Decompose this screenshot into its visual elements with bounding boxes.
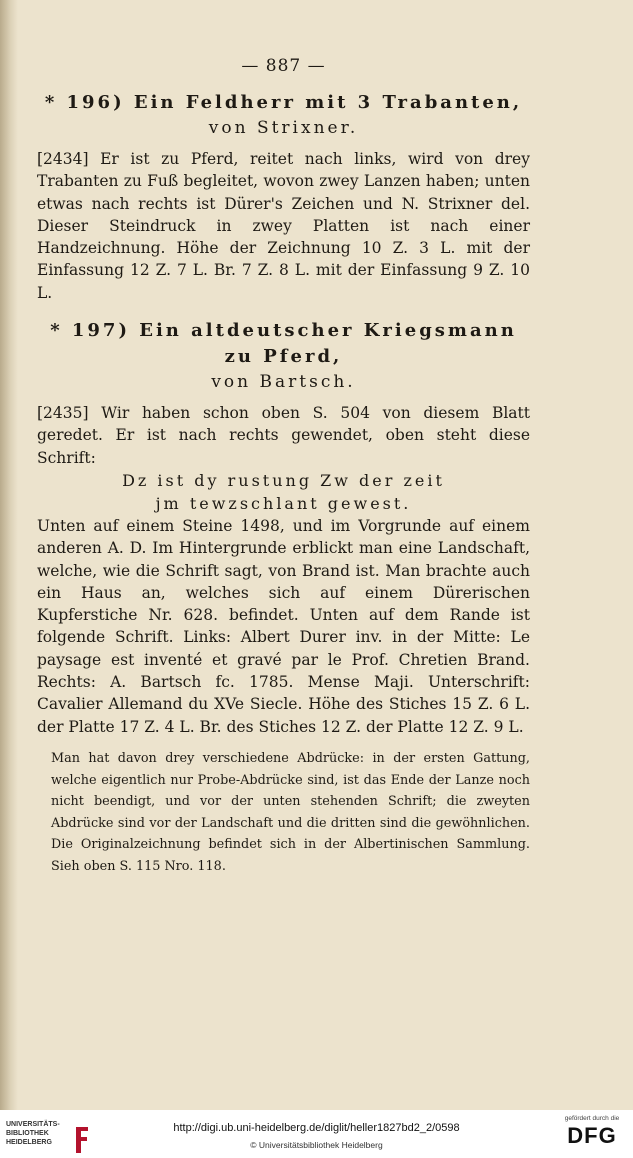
copyright-notice: © Universitätsbibliothek Heidelberg [250,1140,383,1150]
page-content [37,56,530,878]
permalink-url[interactable]: http://digi.ub.uni-heidelberg.de/diglit/heller1827bd2_2/0598 [173,1122,460,1134]
digitization-footer [0,1110,633,1158]
entry-197-text: Unten auf einem Steine 1498, und im Vorgrunde auf einem anderen A. D. Im Hintergrunde erblickt man eine Landschaft, welche, wie die Schrift sagt, von Brand ist. Man brachte auch ein Haus an, welches sich auf einem Dürerischen Kupferstiche Nr. 628. befindet. Unten auf dem Rande ist folgende Schrift. Links: Albert Durer inv. in der Mitte: Le paysage est inventé et gravé par le Prof. Chretien Brand. Rechts: A. Bartsch fc. 1785. Mense Maji. Unterschrift: Cavalier Allemand du XVe Siecle. Höhe des Stiches 15 Z. 6 L. der Platte 17 Z. 4 L. Br. des Stiches 12 Z. der Platte 12 Z. 9 L. [37,516,530,736]
dfg-funding[interactable] [559,1114,625,1149]
library-name-line-3: HEIDELBERG [6,1139,52,1146]
entry-197-heading: * 197) Ein altdeutscher Kriegsmann zu Pferd, [50,320,517,368]
entry-197-intro: [2435] Wir haben schon oben S. 504 von diesem Blatt geredet. Er ist nach rechts gewendet, oben steht diese Schrift: [37,404,530,467]
entry-196-text: [2434] Er ist zu Pferd, reitet nach links, wird von drey Trabanten zu Fuß begleitet, wovon zwey Lanzen haben; unten etwas nach rechts ist Dürer's Zeichen und N. Strixner del. Dieser Steindruck in zwey Platten ist nach einer Handzeichnung. Höhe der Zeichnung 10 Z. 3 L. mit der Einfassung 12 Z. 7 L. Br. 7 Z. 8 L. mit der Einfassung 9 Z. 10 L. [37,150,530,302]
entry-197-note: Man hat davon drey verschiedene Abdrücke: in der ersten Gattung, welche eigentlich nur Probe-Abdrücke sind, ist das Ende der Lanze noch nicht beendigt, und vor der unten stehenden Schrift; die zweyten Abdrücke sind vor der Landschaft und die dritten sind die gewöhnlichen. Die Originalzeichnung befindet sich in der Albertinischen Sammlung. Sieh oben S. 115 Nro. 118. [51,750,530,874]
dfg-logo: DFG [567,1123,617,1148]
inscription-line-1: Dz ist dy rustung Zw der zeit [122,470,445,490]
library-name-line-2: BIBLIOTHEK [6,1130,49,1137]
book-spine-shadow [0,0,18,1110]
entry-197-author: von Bartsch. [211,372,356,393]
funding-text: gefördert durch die [564,1115,620,1122]
entry-196-author: von Strixner. [208,118,359,138]
inscription-line-2: jm tewzschlant gewest. [155,493,412,513]
entry-196-heading: * 196) Ein Feldherr mit 3 Trabanten, [44,92,523,113]
library-name-line-1: UNIVERSITÄTS- [6,1121,60,1128]
page-number: — 887 — [241,56,326,76]
